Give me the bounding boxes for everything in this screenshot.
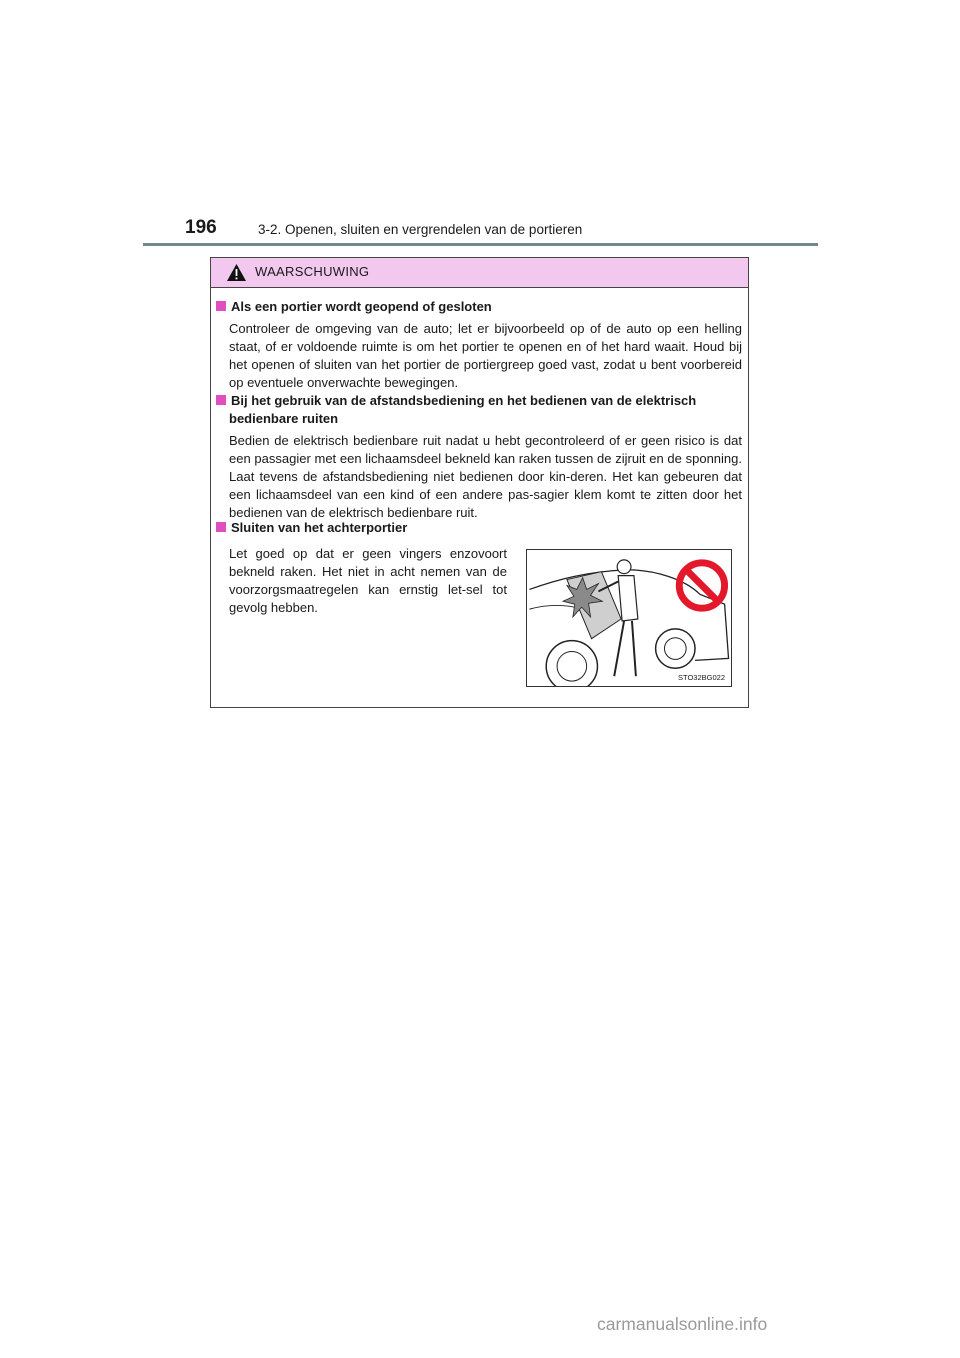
square-bullet-icon [216, 395, 226, 405]
section-body: Let goed op dat er geen vingers enzovoort bekneld raken. Het niet in acht nemen van de voorzorgsmaatregelen kan ernstig let-sel tot gevolg hebben. [229, 546, 507, 615]
warning-triangle-icon [226, 263, 247, 282]
person-closing-back-door-drawing [527, 550, 731, 686]
warning-box [210, 257, 749, 708]
section-heading: Sluiten van het achterportier [216, 519, 407, 537]
section-heading: Als een portier wordt geopend of gesloten [216, 298, 492, 316]
square-bullet-icon [216, 301, 226, 311]
chapter-title: 3-2. Openen, sluiten en vergrendelen van de portieren [258, 222, 583, 237]
page-number: 196 [185, 217, 217, 238]
warning-title: WAARSCHUWING [255, 264, 370, 279]
header-rule [143, 243, 818, 246]
section-body: Bedien de elektrisch bedienbare ruit nadat u hebt gecontroleerd of er geen risico is dat een passagier met een lichaamsdeel bekneld kan raken tussen de zijruit en de sponning. Laat tevens de afstandsbediening niet bedienen door kin-deren. Het kan gebeuren dat een lichaamsdeel van een kind of een andere pas-sagier klem komt te zitten door het bedienen van de elektrisch bedienbare ruit. [229, 433, 742, 520]
illustration-code: STO32BG022 [678, 673, 725, 682]
section-body: Controleer de omgeving van de auto; let er bijvoorbeeld op of de auto op een helling staat, of er voldoende ruimte is om het portier te openen en of het hard waait. Houd bij het openen of sluiten van het portier de portiergreep goed vast, zodat u bent voorbereid op eventuele onverwachte bewegingen. [229, 321, 742, 390]
section-heading-continued: bedienbare ruiten [229, 411, 339, 426]
watermark: carmanualsonline.info [597, 1314, 768, 1334]
warning-header [211, 258, 748, 288]
back-door-illustration [526, 549, 732, 687]
section-heading: Bij het gebruik van de afstandsbediening en het bedienen van de elektrisch [216, 392, 696, 410]
square-bullet-icon [216, 522, 226, 532]
